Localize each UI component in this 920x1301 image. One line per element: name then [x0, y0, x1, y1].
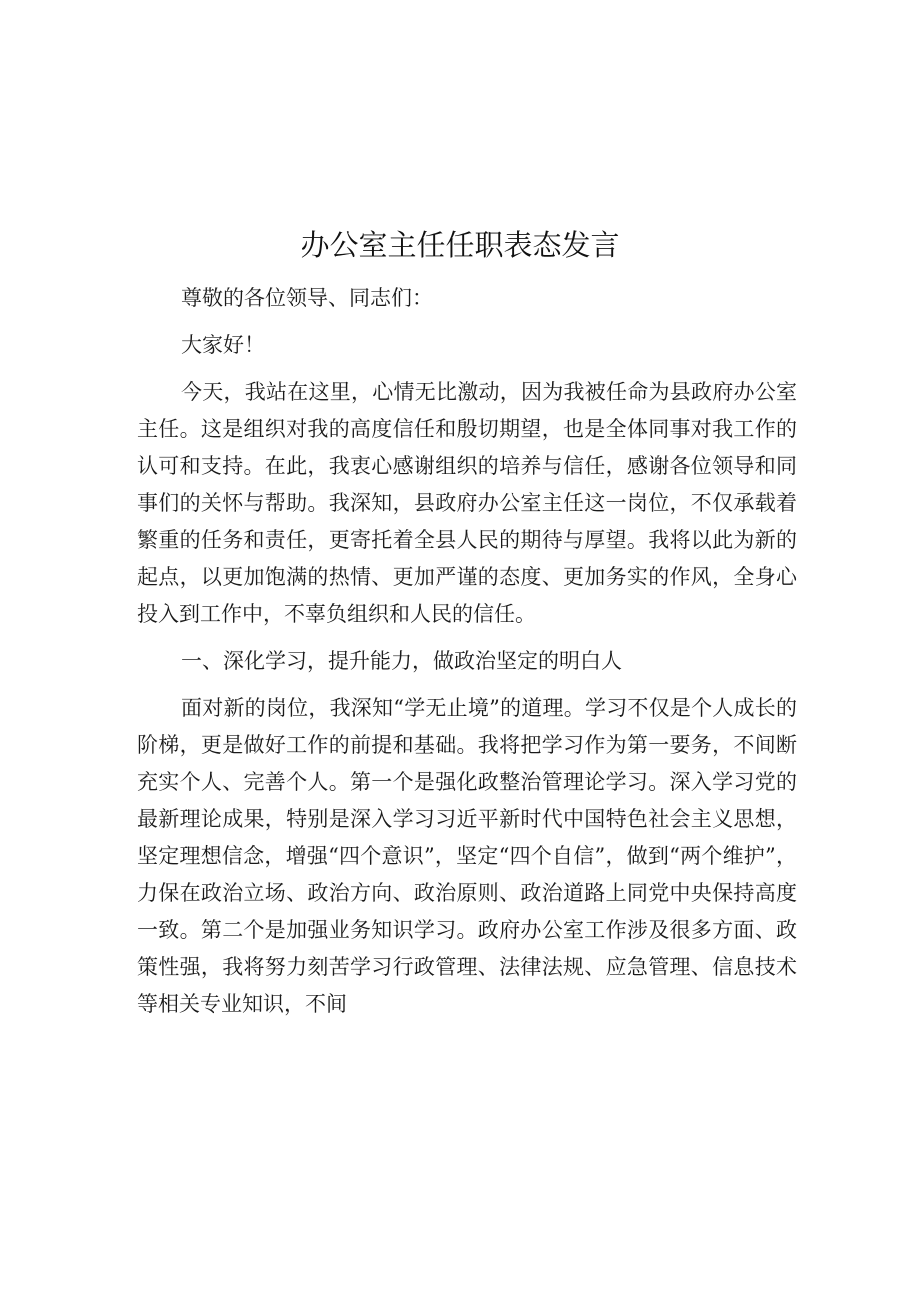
paragraph-introduction: 今天，我站在这里，心情无比激动，因为我被任命为县政府办公室主任。这是组织对我的高度信任和殷切期望，也是全体同事对我工作的认可和支持。在此，我衷心感谢组织的培养与信任，感谢各位领导和同事们的关怀与帮助。我深知，县政府办公室主任这一岗位，不仅承载着繁重的任务和责任，更寄托着全县人民的期待与厚望。我将以此为新的起点，以更加饱满的热情、更加严谨的态度、更加务实的作风，全身心投入到工作中，不辜负组织和人民的信任。 — [137, 380, 797, 626]
section-heading-1: 一、深化学习，提升能力，做政治坚定的明白人 — [181, 649, 622, 673]
document-body — [137, 280, 797, 1033]
page-title: 办公室主任任职表态发言 — [300, 228, 620, 262]
salutation: 尊敬的各位领导、同志们： — [181, 286, 433, 310]
greeting: 大家好！ — [181, 333, 265, 357]
paragraph-section-1: 面对新的岗位，我深知“学无止境”的道理。学习不仅是个人成长的阶梯，更是做好工作的前提和基础。我将把学习作为第一要务，不间断充实个人、完善个人。第一个是强化政整治管理论学习。深入学习党的最新理论成果，特别是深入学习习近平新时代中国特色社会主义思想，坚定理想信念，增强“四个意识”，坚定“四个自信”，做到“两个维护”，力保在政治立场、政治方向、政治原则、政治道路上同党中央保持高度一致。第二个是加强业务知识学习。政府办公室工作涉及很多方面、政策性强，我将努力刻苦学习行政管理、法律法规、应急管理、信息技术等相关专业知识，不间 — [137, 696, 797, 1016]
